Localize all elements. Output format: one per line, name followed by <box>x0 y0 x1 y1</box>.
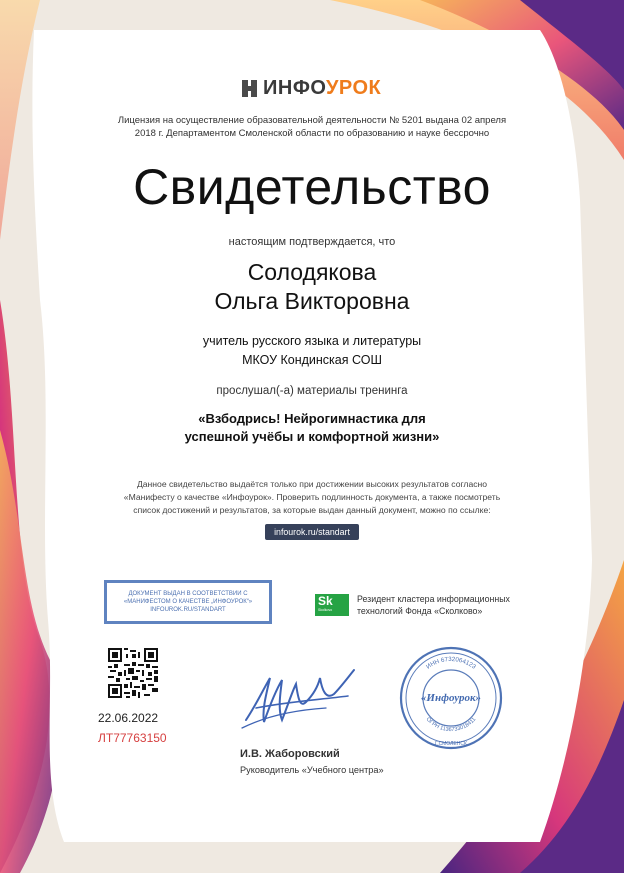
certificate-title: Свидетельство <box>133 159 491 215</box>
skolkovo-line-2: технологий Фонда «Сколково» <box>357 606 483 616</box>
stamp-line-2: «МАНИФЕСТОМ О КАЧЕСТВЕ „ИНФОУРОК“» <box>123 599 253 605</box>
document-number: ЛТ77763150 <box>98 731 167 745</box>
signer-role: Руководитель «Учебного центра» <box>240 765 384 775</box>
confirmation-text: настоящим подтверждается, что <box>228 236 396 248</box>
recipient-surname: Солодякова <box>247 259 377 285</box>
completion-text: прослушал(-а) материалы тренинга <box>216 385 408 397</box>
signature <box>236 650 366 735</box>
recipient-position <box>0 332 624 370</box>
qr-code <box>108 648 158 698</box>
skolkovo-logo-text: Sk <box>318 594 333 608</box>
infourok-logo-icon <box>242 77 260 99</box>
logo-wordmark <box>263 77 381 100</box>
disclaimer-line-2: «Манифесту о качестве «Инфоурок». Проверить подлинность документа, а также посмотреть <box>123 492 501 502</box>
recipient-given-names: Ольга Викторовна <box>214 288 410 314</box>
issue-date: 22.06.2022 <box>98 711 159 725</box>
recipient-job: учитель русского языка и литературы <box>202 334 422 348</box>
skolkovo-logo-subtext: Skolkovo <box>318 608 333 612</box>
skolkovo-line-1: Резидент кластера информационных <box>357 594 510 604</box>
recipient-name <box>0 258 624 316</box>
infourok-logo <box>242 74 382 102</box>
course-title-line-2: успешной учёбы и комфортной жизни» <box>184 429 440 444</box>
recipient-school: МКОУ Кондинская СОШ <box>242 353 382 367</box>
skolkovo-logo <box>315 594 349 616</box>
logo-wordmark-accent: УРОК <box>325 76 382 99</box>
license-line-1: Лицензия на осуществление образовательной деятельности № 5201 выдана 02 апреля <box>117 115 507 126</box>
seal-center-text: «Инфоурок» <box>420 692 482 704</box>
skolkovo-resident-text <box>357 593 527 617</box>
verification-disclaimer <box>0 478 624 517</box>
seal-inn-text: ИНН 6732064123 <box>425 655 477 671</box>
stamp-line-3: INFOUROK.RU/STANDART <box>150 607 226 613</box>
logo-wordmark-main: ИНФО <box>263 76 326 99</box>
signer-name: И.В. Жаборовский <box>240 748 340 760</box>
stamp-line-1: ДОКУМЕНТ ВЫДАН В СООТВЕТСТВИИ С <box>128 591 248 597</box>
quality-manifesto-stamp <box>104 580 272 624</box>
course-title-line-1: «Взбодрись! Нейрогимнастика для <box>198 411 426 426</box>
disclaimer-line-1: Данное свидетельство выдаётся только при достижении высоких результатов согласно <box>136 479 488 489</box>
license-text <box>0 114 624 140</box>
seal-city-text: Г.СМОЛЕНСК <box>435 741 467 747</box>
official-seal <box>398 645 504 751</box>
standard-link[interactable]: infourok.ru/standart <box>265 524 359 540</box>
license-line-2: 2018 г. Департаментом Смоленской области по образованию и науке бессрочно <box>134 128 490 139</box>
seal-ogrn-text: ОГРН 1136733018411 <box>424 716 478 734</box>
course-title <box>0 410 624 446</box>
disclaimer-line-3: список достижений и результатов, за которые выдан данный документ, можно по ссылке: <box>133 505 491 515</box>
